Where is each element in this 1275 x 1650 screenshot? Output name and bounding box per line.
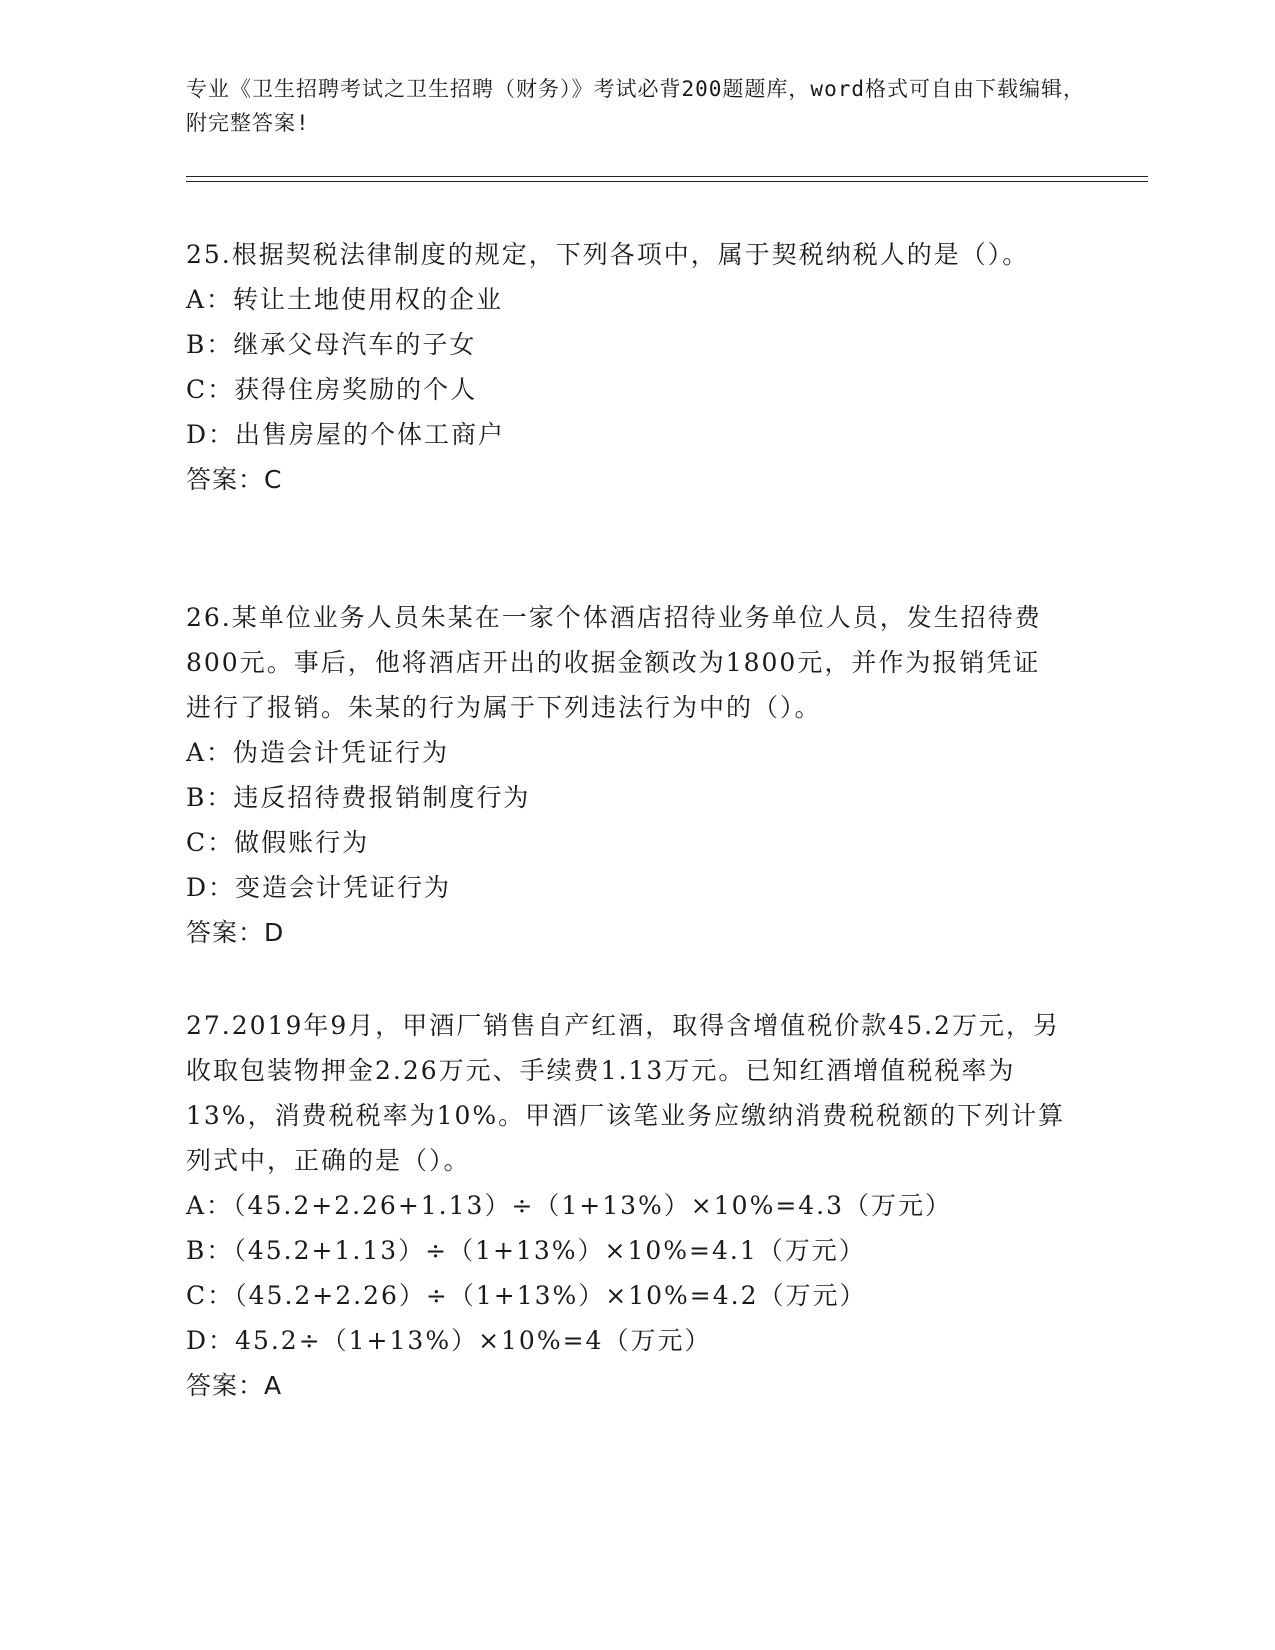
option-d: D：出售房屋的个体工商户 xyxy=(186,420,506,449)
option-b: B：继承父母汽车的子女 xyxy=(186,330,477,359)
option-a: A：伪造会计凭证行为 xyxy=(186,738,450,767)
option-c: C：（45.2+2.26）÷（1+13%）×10%=4.2（万元） xyxy=(186,1281,867,1310)
answer-value: C xyxy=(264,465,282,494)
answer-value: D xyxy=(264,918,284,947)
document-header: 专业《卫生招聘考试之卫生招聘（财务）》考试必背200题题库，word格式可自由下载编辑，附完整答案! xyxy=(186,77,1085,135)
question-stem: 27.2019年9月，甲酒厂销售自产红酒，取得含增值税价款45.2万元，另收取包装物押金2.26万元、手续费1.13万元。已知红酒增值税税率为13%，消费税税率为10%。甲酒厂该笔业务应缴纳消费税税额的下列计算列式中，正确的是（）。 xyxy=(186,1011,1066,1175)
answer-line xyxy=(186,910,1066,955)
question-stem: 26.某单位业务人员朱某在一家个体酒店招待业务单位人员，发生招待费800元。事后，他将酒店开出的收据金额改为1800元，并作为报销凭证进行了报销。朱某的行为属于下列违法行为中的（）。 xyxy=(186,603,1042,722)
answer-value: A xyxy=(264,1371,282,1400)
question-stem: 25.根据契税法律制度的规定，下列各项中，属于契税纳税人的是（）。 xyxy=(186,240,1030,269)
option-d: D：45.2÷（1+13%）×10%=4（万元） xyxy=(186,1326,712,1355)
question-25 xyxy=(186,232,1066,502)
question-26 xyxy=(186,595,1066,955)
answer-label: 答案： xyxy=(186,918,265,947)
header-divider-bottom xyxy=(186,181,1148,182)
option-b: B：违反招待费报销制度行为 xyxy=(186,783,531,812)
option-a: A：（45.2+2.26+1.13）÷（1+13%）×10%=4.3（万元） xyxy=(186,1191,953,1220)
answer-label: 答案： xyxy=(186,1371,265,1400)
answer-line xyxy=(186,1363,1066,1408)
option-b: B：（45.2+1.13）÷（1+13%）×10%=4.1（万元） xyxy=(186,1236,866,1265)
question-27 xyxy=(186,1003,1066,1408)
header-divider-top xyxy=(186,176,1148,177)
option-c: C：做假账行为 xyxy=(186,828,370,857)
answer-label: 答案： xyxy=(186,465,265,494)
answer-line xyxy=(186,457,1066,502)
option-a: A：转让土地使用权的企业 xyxy=(186,285,504,314)
option-c: C：获得住房奖励的个人 xyxy=(186,375,478,404)
option-d: D：变造会计凭证行为 xyxy=(186,873,452,902)
